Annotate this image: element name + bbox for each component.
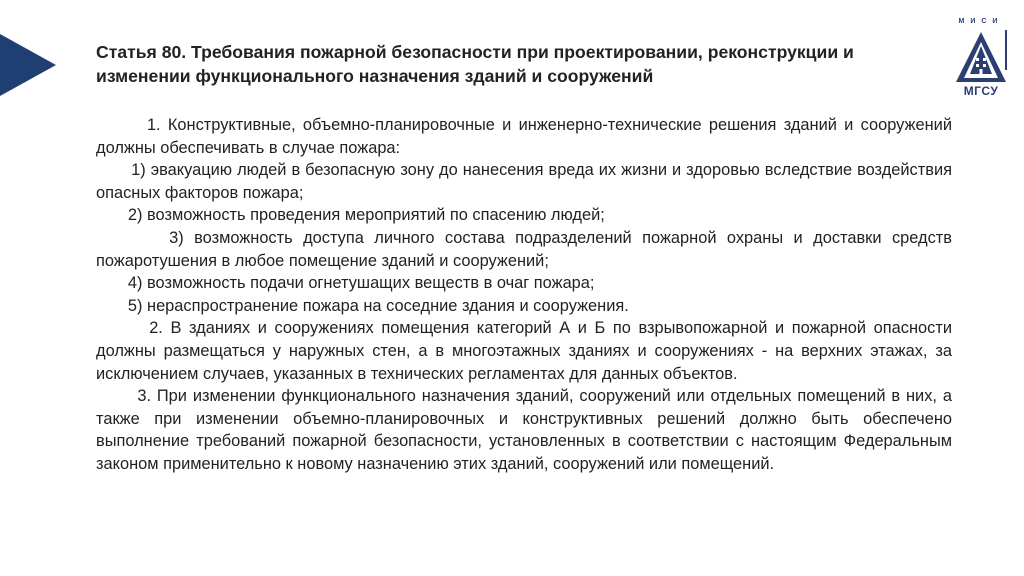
paragraph — [96, 295, 952, 318]
paragraph-text: 3) возможность доступа личного состава подразделений пожарной охраны и доставки средств пожаротушения в любое помещение зданий и сооружений; — [96, 228, 952, 270]
paragraph-text: 2) возможность проведения мероприятий по спасению людей; — [127, 206, 605, 225]
paragraph — [96, 385, 952, 475]
paragraph-text: 2. В зданиях и сооружениях помещения категорий А и Б по взрывопожарной и пожарной опасности должны размещаться у наружных стен, а в многоэтажных зданиях и сооружениях - на верхних этажах, за исключением случаев, указанных в технических регламентах для данных объектов. — [96, 319, 952, 383]
logo-bottom-text: МГСУ — [963, 84, 999, 98]
corner-arrow-icon — [0, 34, 56, 96]
building-logo-icon — [954, 30, 1008, 84]
paragraph — [96, 317, 952, 385]
article-body — [96, 114, 952, 476]
article-title: Статья 80. Требования пожарной безопасности при проектировании, реконструкции и изменении функционального назначения зданий и сооружений — [96, 42, 854, 86]
paragraph-text: 1) эвакуацию людей в безопасную зону до нанесения вреда их жизни и здоровью вследствие воздействия опасных факторов пожара; — [96, 161, 952, 202]
paragraph — [96, 114, 952, 159]
paragraph-text: 4) возможность подачи огнетушащих веществ в очаг пожара; — [127, 274, 595, 293]
paragraph-text: 5) нераспространение пожара на соседние здания и сооружения. — [127, 296, 629, 315]
paragraph-text: 3. При изменении функционального назначения зданий, сооружений или отдельных помещений в них, а также при изменении объемно-планировочных и конструктивных решений должно быть обеспечено выполнение требований пожарной безопасности, установленных в соответствии с настоящим Федеральным законом применительно к новому назначению этих зданий, сооружений или помещений. — [96, 387, 952, 473]
paragraph — [96, 227, 952, 272]
paragraph — [96, 204, 952, 227]
university-logo — [950, 18, 1012, 100]
paragraph — [96, 272, 952, 295]
paragraph — [96, 159, 952, 204]
paragraph-text: 1. Конструктивные, объемно-планировочные и инженерно-технические решения зданий и сооружений должны обеспечивать в случае пожара: — [96, 116, 952, 157]
logo-top-text: МИСИ — [958, 18, 1004, 25]
